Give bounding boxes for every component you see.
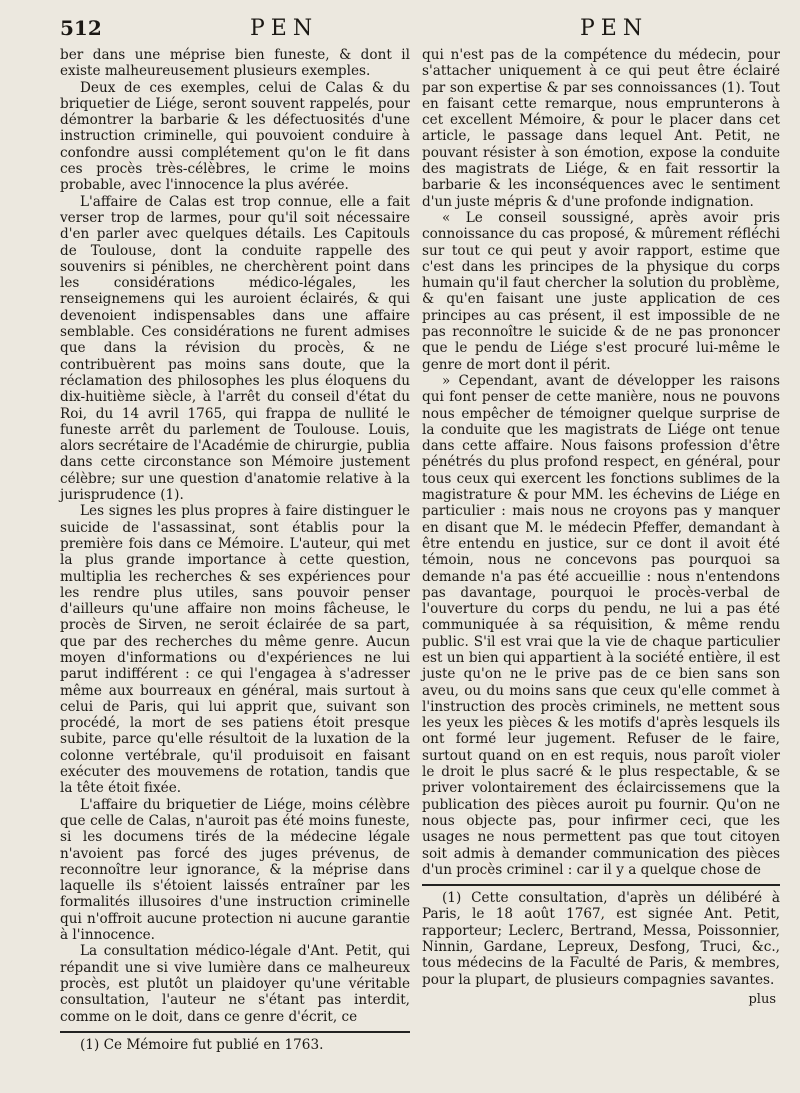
paragraph: ber dans une méprise bien funeste, & dont il existe malheureusement plusieurs exemples. (60, 47, 410, 80)
footnote: (1) Ce Mémoire fut publié en 1763. (80, 1036, 324, 1053)
paragraph: L'affaire de Calas est trop connue, elle a fait verser trop de larmes, pour qu'il soit nécessaire d'en parler avec quelques détails. Les Capitouls de Toulouse, dont la conduite rappelle des souvenirs si pénibles, ne cherchèrent point dans les considérations médico-légales, les renseignemens qui les auroient éclairés, & qui devenoient indispensables dans une affaire semblable. Ces considérations ne furent admises que dans la révision du procès, & ne contribuèrent pas moins sans doute, que la réclamation des philosophes les plus éloquens du dix-huitième siècle, à l'arrêt du conseil d'état du Roi, du 14 avril 1765, qui frappa de nullité le funeste arrêt du parlement de Toulouse. Louis, alors secrétaire de l'Académie de chirurgie, publia dans cette circonstance son Mémoire justement célèbre; sur une question d'anatomie relative à la jurisprudence (1). (60, 193, 410, 504)
left-running-head: PEN (250, 16, 319, 41)
catchword: plus (748, 991, 776, 1007)
paragraph: qui n'est pas de la compétence du médecin, pour s'attacher uniquement à ce qui peut être éclairé par son expertise & par ses connoissances (1). Tout en faisant cette remarque, nous emprunterons à cet excellent Mémoire, & pour le placer dans cet article, le passage dans lequel Ant. Petit, ne pouvant résister à son émotion, expose la conduite des magistrats de Liége, & en fait ressortir la barbarie & les inconséquences avec le sentiment d'un juste mépris & d'une profonde indignation. (422, 47, 780, 210)
paragraph: Les signes les plus propres à faire distinguer le suicide de l'assassinat, sont établis pour la première fois dans ce Mémoire. L'auteur, qui met la plus grande importance à cette question, multiplia les recherches & ses expériences pour les rendre plus utiles, sans pouvoir penser d'ailleurs qu'une affaire non moins fâcheuse, le procès de Sirven, ne seroit éclairée de sa part, que par des recherches du même genre. Aucun moyen d'informations ou d'expériences ne lui parut indifférent : ce qui l'engagea à s'adresser même aux bourreaux en général, mais surtout à celui de Paris, qui lui apprit que, suivant son procédé, la mort de ses patiens étoit presque subite, parce qu'elle résultoit de la luxation de la colonne vertébrale, qu'il produisoit en faisant exécuter des mouvemens de rotation, tandis que la tête étoit fixée. (60, 503, 410, 797)
paragraph: » Cependant, avant de développer les raisons qui font penser de cette manière, nous ne pouvons nous empêcher de témoigner quelque surprise de la conduite que les magistrats de Liége ont tenue dans cette affaire. Nous faisons profession d'être pénétrés du plus profond respect, en général, pour tous ceux qui exercent les fonctions sublimes de la magistrature & pour MM. les échevins de Liége en particulier : mais nous ne croyons pas y manquer en disant que M. le médecin Pfeffer, demandant à être entendu en justice, sur ce dont il avoit été témoin, nous ne concevons pas pourquoi sa demande n'a pas été accueillie : nous n'entendons pas davantage, pourquoi le procès-verbal de l'ouverture du corps du pendu, ne lui a pas été communiquée à sa réquisition, & même rendu public. S'il est vrai que la vie de chaque particulier est un bien qui appartient à la société entière, il est juste qu'on ne le prive pas de ce bien sans son aveu, ou du moins sans que ceux qu'elle commet à l'instruction des procès criminels, ne mettent sous les yeux les pièces & les motifs d'après lesquels ils ont formé leur jugement. Refuser de le faire, surtout quand on en est requis, nous paroît violer le droit le plus sacré & le plus respectable, & se priver volontairement des éclaircissemens que la publication des pièces auroit pu fournir. Qu'on ne nous objecte pas, pour infirmer ceci, que les usages ne nous permettent pas que tout citoyen soit admis à demander communication des pièces d'un procès criminel : car il y a quelque chose de (422, 372, 780, 878)
paragraph: « Le conseil soussigné, après avoir pris connoissance du cas proposé, & mûrement réfléchi sur tout ce qui peut y avoir rapport, estime que c'est dans les principes de la physique du corps humain qu'il faut chercher la solution du problème, & qu'en faisant une juste application de ces principes au cas présent, il est impossible de ne pas reconnoître le suicide & de ne pas prononcer que le pendu de Liége s'est procuré lui-même le genre de mort dont il périt. (422, 209, 780, 373)
paragraph: Deux de ces exemples, celui de Calas & du briquetier de Liége, seront souvent rappelés, pour démontrer la barbarie & les défectuosités d'une instruction criminelle, qui pouvoient conduire à confondre aussi complétement qu'on le fit dans ces procès très-célèbres, le crime le moins probable, avec l'innocence la plus avérée. (60, 79, 410, 194)
paragraph: La consultation médico-légale d'Ant. Petit, qui répandit une si vive lumière dans ce malheureux procès, est plutôt un plaidoyer qu'une véritable consultation, l'auteur ne s'étant pas interdit, comme on le doit, dans ce genre d'écrit, ce (60, 943, 410, 1025)
footnote: (1) Cette consultation, d'après un délibéré à Paris, le 18 août 1767, est signée Ant. Petit, rapporteur; Leclerc, Bertrand, Messa, Poissonnier, Ninnin, Gardane, Lepreux, Desfong, Truci, &c., tous médecins de la Faculté de Paris, & membres, pour la plupart, de plusieurs compagnies savantes. (422, 890, 780, 988)
left-column (60, 47, 410, 1053)
right-column (422, 47, 780, 1007)
footnote-rule (422, 884, 780, 886)
page-number: 512 (60, 16, 102, 40)
running-header (60, 16, 780, 46)
footnote-rule (60, 1031, 410, 1033)
paragraph: L'affaire du briquetier de Liége, moins célèbre que celle de Calas, n'auroit pas été moins funeste, si les documens tirés de la médecine légale n'avoient pas forcé des juges prévenus, de reconnoître leur ignorance, & la méprise dans laquelle ils s'étoient laissés entraîner par les formalités illusoires d'une instruction criminelle qui n'offroit aucune protection ni aucune garantie à l'innocence. (60, 796, 410, 944)
right-running-head: PEN (580, 16, 649, 41)
